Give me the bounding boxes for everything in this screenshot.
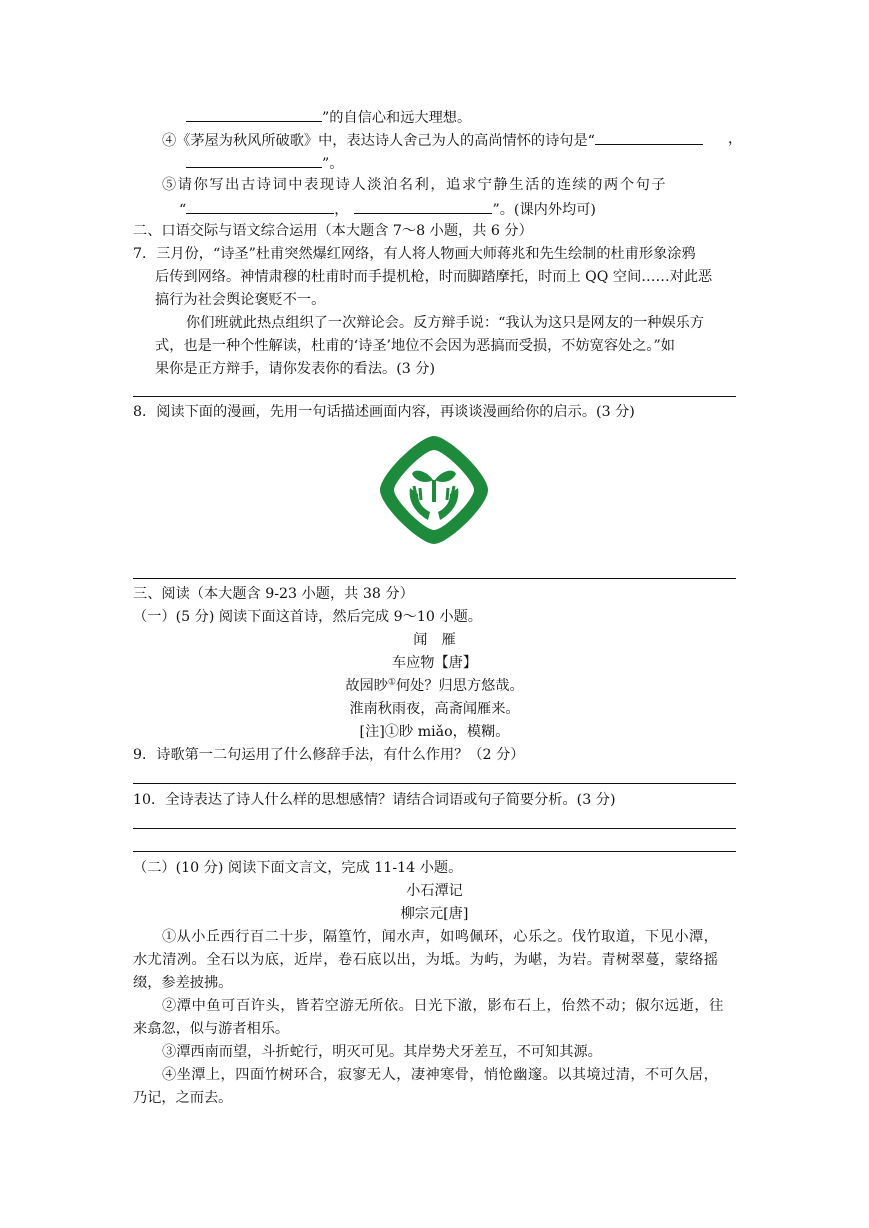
answer-blank[interactable] (186, 106, 322, 122)
question-5-line2 (179, 198, 596, 220)
paragraph-4-line2: 乃记，之而去。 (133, 1090, 233, 1106)
paragraph-1-line2: 水尤清冽。全石以为底，近岸，卷石底以出，为坻。为屿，为嵁，为岩。青树翠蔓，蒙络摇 (133, 952, 719, 968)
poem-line-1 (133, 676, 736, 696)
paragraph-1-line3: 缀，参差披拂。 (133, 975, 233, 991)
question-4-comma: ， (728, 131, 743, 147)
paragraph-4-line1: ④坐潭上，四面竹树环合，寂寥无人，凄神寒骨，悄怆幽邃。以其境过清，不可久居， (162, 1067, 719, 1083)
question-4-line2 (186, 152, 343, 174)
question-8: 8．阅读下面的漫画，先用一句话描述画面内容，再谈谈漫画给你的启示。(3 分) (133, 404, 635, 420)
question-7-line5: 式，也是一种个性解读，杜甫的‘诗圣’地位不会因为恶搞而受损，不妨宽容处之。”如 (155, 338, 675, 354)
fill-text: ”。 (322, 156, 344, 172)
question-7-line6: 果你是正方辩手，请你发表你的看法。(3 分) (155, 361, 435, 377)
poem-note: [注]①眇 miǎo，模糊。 (359, 724, 510, 740)
answer-line[interactable] (133, 851, 736, 852)
answer-blank[interactable] (186, 152, 322, 168)
part-1-intro: （一）(5 分) 阅读下面这首诗，然后完成 9～10 小题。 (133, 609, 482, 625)
poem-text: 何处？归思方悠哉。 (395, 678, 524, 694)
fill-text: ”的自信心和远大理想。 (322, 110, 472, 126)
answer-line[interactable] (133, 578, 736, 579)
part-2-intro: （二）(10 分) 阅读下面文言文，完成 11-14 小题。 (133, 860, 463, 876)
essay-title: 小石潭记 (406, 883, 463, 899)
section-2-heading: 二、口语交际与语文综合运用（本大题含 7～8 小题，共 6 分） (133, 223, 533, 239)
answer-line[interactable] (133, 828, 736, 829)
essay-author: 柳宗元[唐] (400, 906, 469, 922)
question-7-line4: 你们班就此热点组织了一次辩论会。反方辩手说：“我认为这只是网友的一种娱乐方 (186, 315, 705, 331)
fill-line-1 (186, 106, 471, 128)
poem-line-2: 淮南秋雨夜，高斋闻雁来。 (349, 701, 520, 717)
answer-blank[interactable] (354, 198, 492, 214)
green-hands-sprout-logo (374, 430, 494, 550)
question-4 (162, 129, 703, 151)
paragraph-1-line1: ①从小丘西行百二十步，隔篁竹，闻水声，如鸣佩环，心乐之。伐竹取道，下见小潭， (162, 929, 719, 945)
answer-line[interactable] (133, 783, 736, 784)
question-9: 9．诗歌第一二句运用了什么修辞手法，有什么作用？（2 分） (133, 747, 525, 763)
poem-author: 车应物【唐】 (391, 655, 478, 671)
poem-title: 闻 雁 (413, 632, 456, 648)
question-7-line3: 搞行为社会舆论褒贬不一。 (155, 292, 326, 308)
paragraph-2-line2: 来翕忽，似与游者相乐。 (133, 1021, 290, 1037)
answer-blank[interactable] (595, 129, 703, 145)
fill-text: ”。(课内外均可) (492, 202, 596, 218)
answer-line[interactable] (133, 396, 736, 397)
question-7-line2: 后传到网络。神情肃穆的杜甫时而手提机枪，时而脚踏摩托，时而上 QQ 空间……对此恶 (155, 269, 713, 285)
question-5: ⑤请你写出古诗词中表现诗人淡泊名利，追求宁静生活的连续的两个句子 (162, 177, 668, 193)
answer-blank[interactable] (186, 198, 334, 214)
paragraph-3-line1: ③潭西南而望，斗折蛇行，明灭可见。其岸势犬牙差互，不可知其源。 (162, 1044, 602, 1060)
question-7-line1: 7．三月份，“诗圣”杜甫突然爆红网络，有人将人物画大师蒋兆和先生绘制的杜甫形象涂鸦 (133, 246, 696, 262)
comma: ， (334, 202, 349, 218)
paragraph-2-line1: ②潭中鱼可百许头，皆若空游无所依。日光下澈，影布石上，佁然不动；俶尔远逝，往 (162, 998, 724, 1014)
question-10: 10．全诗表达了诗人什么样的思想感情？请结合词语或句子简要分析。(3 分) (133, 792, 616, 808)
question-4-text: ④《茅屋为秋风所破歌》中，表达诗人舍己为人的高尚情怀的诗句是“ (162, 133, 595, 149)
poem-text: 故园眇 (345, 678, 388, 694)
footnote-mark: ① (387, 677, 396, 688)
quote-mark: “ (179, 202, 187, 218)
section-3-heading: 三、阅读（本大题含 9-23 小题，共 38 分） (133, 586, 414, 602)
